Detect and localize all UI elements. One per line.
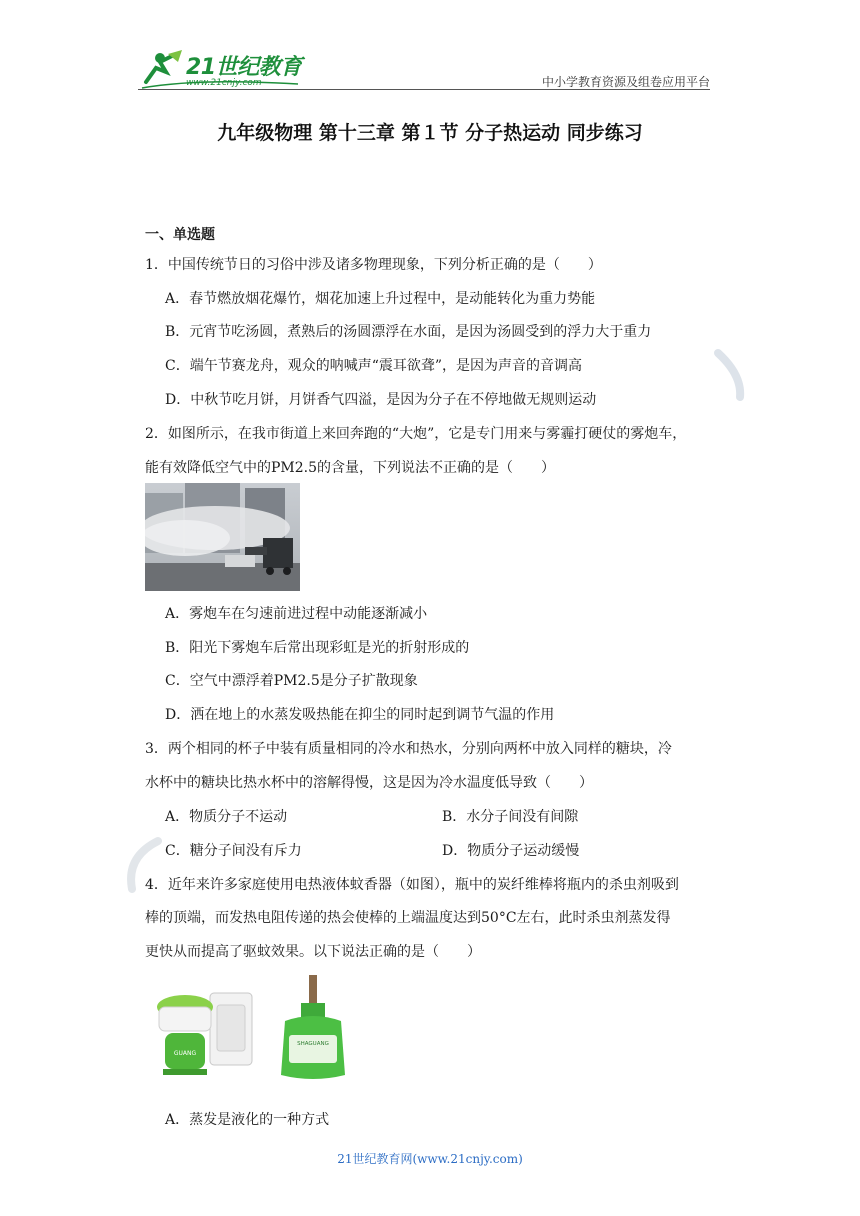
question-2-option-b[interactable]: B．阳光下雾炮车后常出现彩虹是光的折射形成的 — [165, 640, 470, 656]
question-3-stem-line-1: 3．两个相同的杯子中装有质量相同的冷水和热水，分别向两杯中放入同样的糖块，冷 — [145, 741, 672, 757]
watermark-arc-icon — [118, 835, 168, 895]
question-3-option-a[interactable]: A．物质分子不运动 — [165, 809, 288, 825]
section-heading: 一、单选题 — [145, 227, 215, 243]
platform-label: 中小学教育资源及组卷应用平台 — [541, 75, 710, 89]
question-4-option-a[interactable]: A．蒸发是液化的一种方式 — [165, 1112, 330, 1128]
question-2-option-d[interactable]: D．洒在地上的水蒸发吸热能在抑尘的同时起到调节气温的作用 — [165, 707, 555, 723]
question-4-stem-line-1: 4．近年来许多家庭使用电热液体蚊香器（如图），瓶中的炭纤维棒将瓶内的杀虫剂吸到 — [145, 877, 679, 893]
logo-url[interactable]: www.21cnjy.com — [186, 78, 262, 88]
question-2-stem-line-1: 2．如图所示，在我市街道上来回奔跑的“大炮”，它是专门用来与雾霾打硬仗的雾炮车， — [145, 426, 687, 442]
question-1-option-a[interactable]: A．春节燃放烟花爆竹，烟花加速上升过程中，是动能转化为重力势能 — [165, 291, 596, 307]
footer-link[interactable]: 21世纪教育网(www.21cnjy.com) — [337, 1152, 523, 1166]
question-2-option-a[interactable]: A．雾炮车在匀速前进过程中动能逐渐减小 — [165, 606, 428, 622]
question-1-stem: 1．中国传统节日的习俗中涉及诸多物理现象，下列分析正确的是（ ） — [145, 257, 602, 273]
document-title: 九年级物理 第十三章 第１节 分子热运动 同步练习 — [217, 122, 643, 144]
watermark-arc-icon — [712, 345, 752, 405]
question-1-option-c[interactable]: C．端午节赛龙舟，观众的呐喊声“震耳欲聋”，是因为声音的音调高 — [165, 358, 583, 374]
header-divider — [138, 89, 710, 90]
question-4-stem-line-3: 更快从而提高了驱蚊效果。以下说法正确的是（ ） — [145, 944, 481, 960]
question-2-option-c[interactable]: C．空气中漂浮着PM2.5是分子扩散现象 — [165, 673, 418, 689]
bottle-label-text: SHAGUANG — [297, 1041, 329, 1047]
question-1-option-d[interactable]: D．中秋节吃月饼，月饼香气四溢，是因为分子在不停地做无规则运动 — [165, 392, 597, 408]
svg-text:GUANG: GUANG — [173, 1050, 197, 1057]
question-3-option-b[interactable]: B．水分子间没有间隙 — [442, 809, 579, 825]
fog-cannon-truck-image — [145, 483, 300, 591]
question-4-stem-line-2: 棒的顶端，而发热电阻传递的热会使棒的上端温度达到50°C左右，此时杀虫剂蒸发得 — [145, 910, 671, 926]
question-1-option-b[interactable]: B．元宵节吃汤圆，煮熟后的汤圆漂浮在水面，是因为汤圆受到的浮力大于重力 — [165, 324, 652, 340]
mosquito-repellent-heater-image — [155, 975, 370, 1085]
question-3-stem-line-2: 水杯中的糖块比热水杯中的溶解得慢，这是因为冷水温度低导致（ ） — [145, 775, 593, 791]
question-2-stem-line-2: 能有效降低空气中的PM2.5的含量，下列说法不正确的是（ ） — [145, 460, 556, 476]
logo-text: 21世纪教育 — [186, 55, 302, 80]
question-3-option-d[interactable]: D．物质分子运动缓慢 — [442, 843, 580, 859]
question-3-option-c[interactable]: C．糖分子间没有斥力 — [165, 843, 302, 859]
